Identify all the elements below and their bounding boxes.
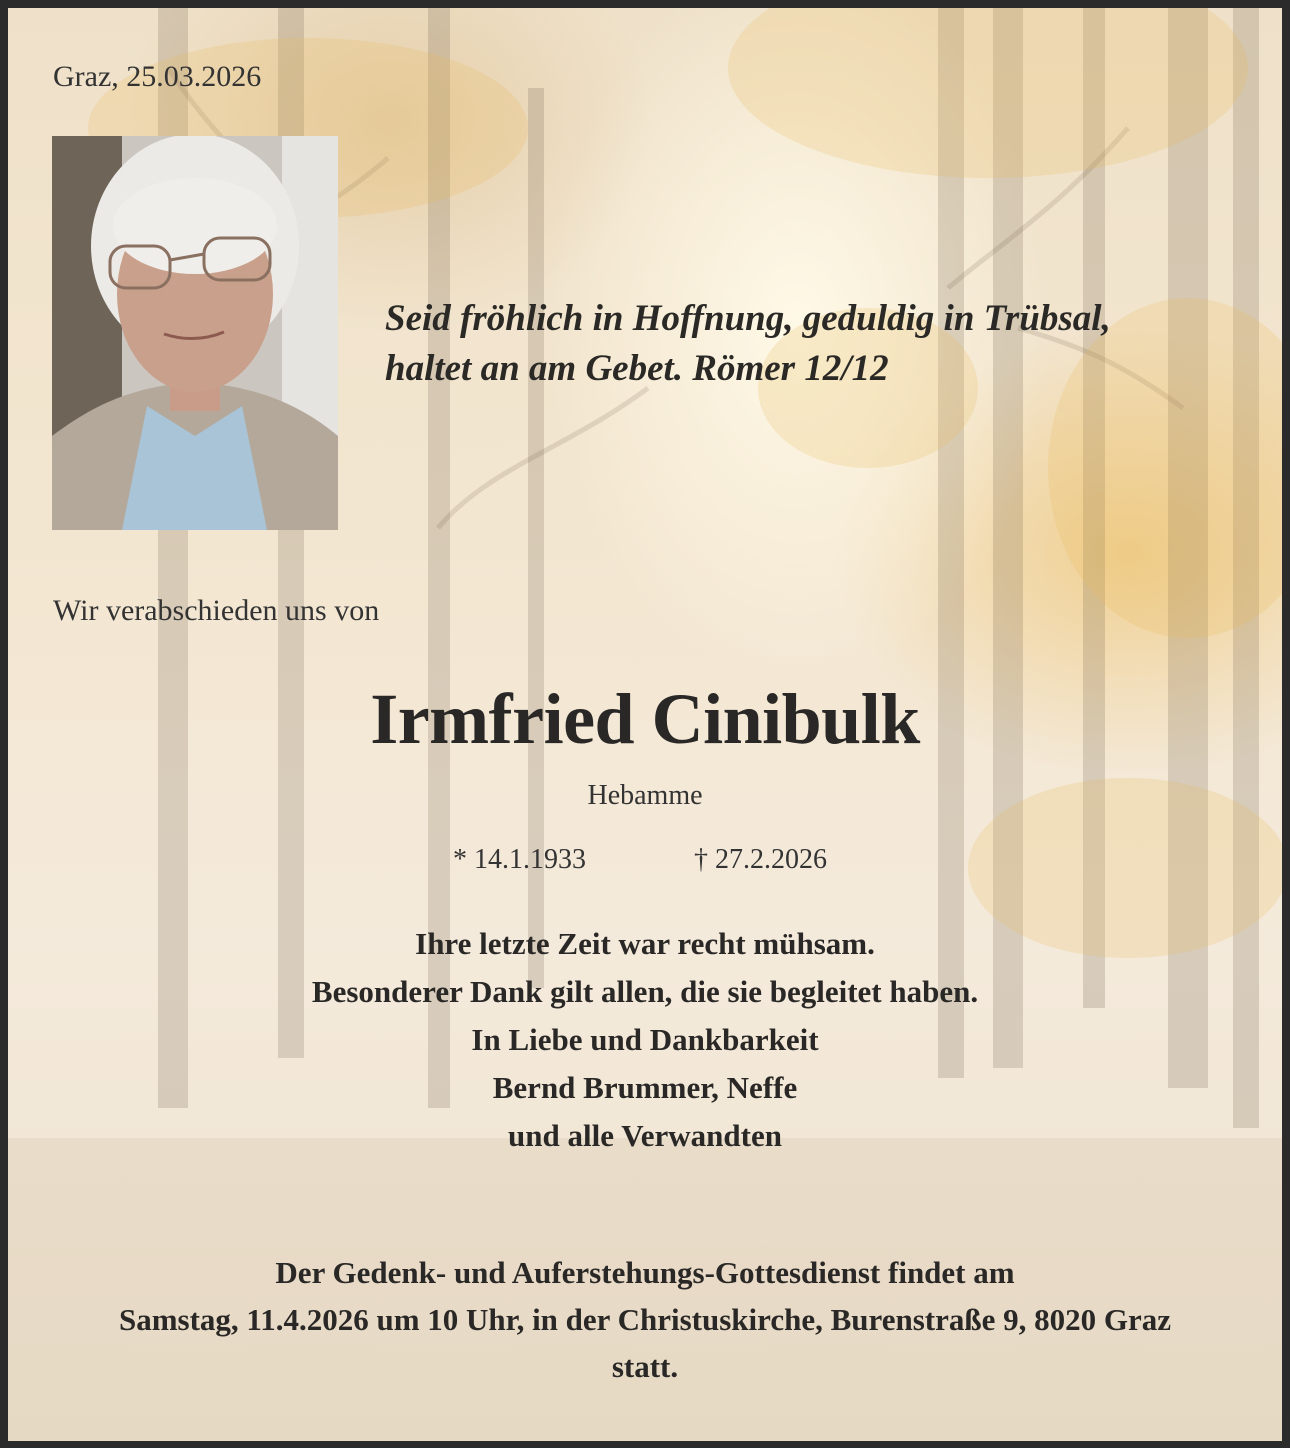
service-line: Der Gedenk- und Auferstehungs-Gottesdienst findet am [275,1255,1015,1290]
intro-text: Wir verabschieden uns von [53,594,380,627]
obituary-card [8,8,1282,1441]
service-line: Samstag, 11.4.2026 um 10 Uhr, in der Christuskirche, Burenstraße 9, 8020 Graz [118,1302,1172,1337]
service-line: statt. [611,1349,679,1384]
message-block [8,920,1282,1160]
message-line: Ihre letzte Zeit war recht mühsam. [415,926,875,961]
death-date: † 27.2.2026 [694,844,827,875]
message-line: Besonderer Dank gilt allen, die sie begleitet haben. [311,974,979,1009]
place-date: Graz, 25.03.2026 [53,60,262,93]
portrait-illustration [52,136,338,530]
portrait-photo [52,136,338,530]
quote-line: haltet an am Gebet. Römer 12/12 [385,348,889,389]
birth-date: * 14.1.1933 [453,844,586,875]
message-line: und alle Verwandten [508,1118,782,1153]
bible-quote [385,294,1245,394]
profession: Hebamme [587,780,703,811]
message-line: Bernd Brummer, Neffe [492,1070,798,1105]
message-line: In Liebe und Dankbarkeit [471,1022,819,1057]
service-announcement [8,1249,1282,1390]
quote-line: Seid fröhlich in Hoffnung, geduldig in Trübsal, [385,298,1111,339]
deceased-name: Irmfried Cinibulk [370,679,920,759]
